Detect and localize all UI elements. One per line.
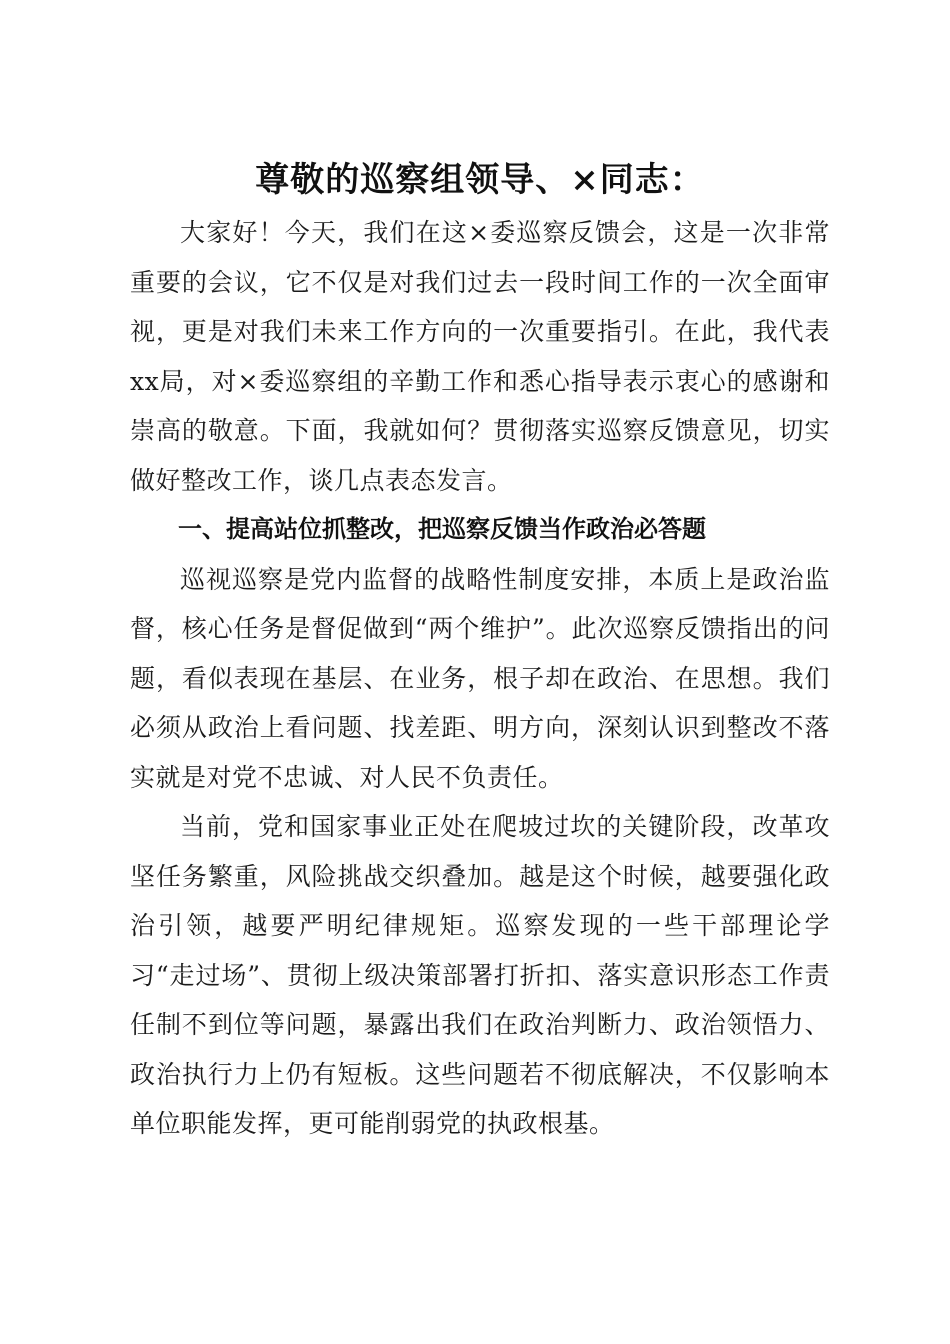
paragraph-opening: 大家好！今天，我们在这×委巡察反馈会，这是一次非常重要的会议，它不仅是对我们过去一段时间工作的一次全面审视，更是对我们未来工作方向的一次重要指引。在此，我代表xx局，对×委巡察组的辛勤工作和悉心指导表示衷心的感谢和崇高的敬意。下面，我就如何？贯彻落实巡察反馈意见，切实做好整改工作，谈几点表态发言。 [130,218,830,495]
section-heading-1: 一、提高站位抓整改，把巡察反馈当作政治必答题 [178,515,706,543]
paragraph-section-1-a: 巡视巡察是党内监督的战略性制度安排，本质上是政治监督，核心任务是督促做到“两个维护”。此次巡察反馈指出的问题，看似表现在基层、在业务，根子却在政治、在思想。我们必须从政治上看问题、找差距、明方向，深刻认识到整改不落实就是对党不忠诚、对人民不负责任。 [130,564,830,792]
document-title: 尊敬的巡察组领导、×同志： [255,160,705,200]
document-body [130,150,830,1149]
paragraph-section-1-b: 当前，党和国家事业正处在爬坡过坎的关键阶段，改革攻坚任务繁重，风险挑战交织叠加。越是这个时候，越要强化政治引领，越要严明纪律规矩。巡察发现的一些干部理论学习“走过场”、贯彻上级决策部署打折扣、落实意识形态工作责任制不到位等问题，暴露出我们在政治判断力、政治领悟力、政治执行力上仍有短板。这些问题若不彻底解决，不仅影响本单位职能发挥，更可能削弱党的执政根基。 [130,812,830,1138]
